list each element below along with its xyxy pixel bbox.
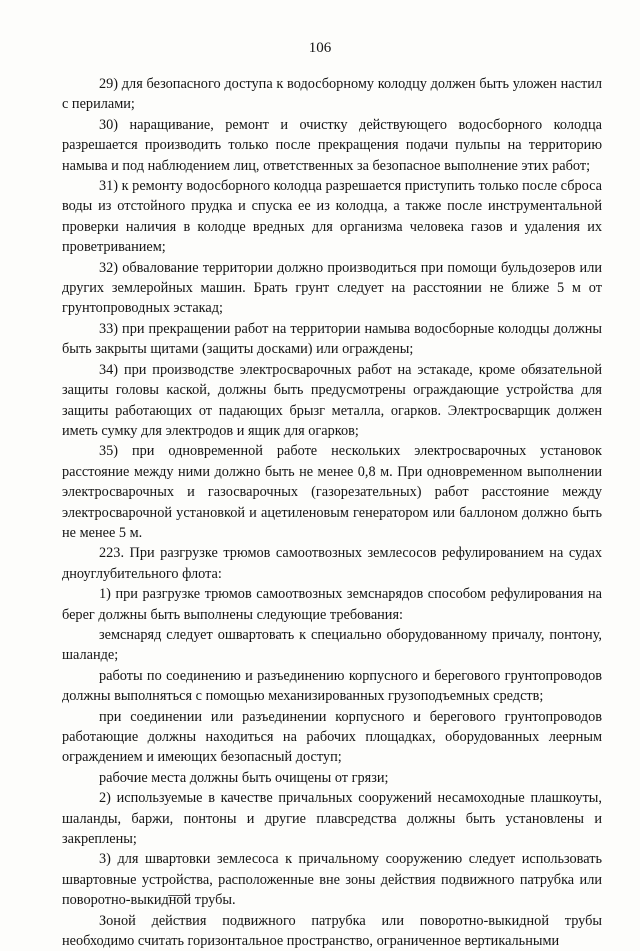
paragraph-item-31: 31) к ремонту водосборного колодца разрешается приступить только после сброса воды из отстойного прудка и спуска ее из колодца, а также после инструментальной проверки наличия в колодце вредных для организма человека газов и удаления их проветриванием;	[62, 178, 602, 256]
paragraph-item-32: 32) обвалование территории должно производиться при помощи бульдозеров или других землеройных машин. Брать грунт следует на расстоянии не ближе 5 м от грунтопроводных эстакад;	[62, 259, 602, 317]
paragraph-requirement-mooring: земснаряд следует ошвартовать к специально оборудованному причалу, понтону, шаланде;	[62, 626, 602, 664]
scan-mark	[168, 895, 190, 896]
paragraph-subitem-3: 3) для швартовки землесоса к причальному сооружению следует использовать швартовные устройства, расположенные вне зоны действия подвижного патрубка или поворотно-выкидной трубы.	[62, 851, 602, 909]
paragraph-item-30: 30) наращивание, ремонт и очистку действующего водосборного колодца разрешается производить только после прекращения подачи пульпы на территорию намыва и под наблюдением лиц, ответственных за безопасное выполнение этих работ;	[62, 116, 602, 174]
paragraph-requirement-connection: работы по соединению и разъединению корпусного и берегового грунтопроводов должны выполняться с помощью механизированных грузоподъемных средств;	[62, 667, 602, 705]
paragraph-section-223: 223. При разгрузке трюмов самоотвозных землесосов рефулированием на судах дноуглубительного флота:	[62, 545, 602, 582]
paragraph-subitem-1: 1) при разгрузке трюмов самоотвозных земснарядов способом рефулирования на берег должны быть выполнены следующие требования:	[62, 586, 602, 623]
paragraph-item-34: 34) при производстве электросварочных работ на эстакаде, кроме обязательной защиты головы каской, должны быть предусмотрены ограждающие устройства для защиты работающих от падающих брызг металла, огарков. Электросварщик должен иметь сумку для электродов и ящик для огарков;	[62, 361, 602, 439]
paragraph-item-29: 29) для безопасного доступа к водосборному колодцу должен быть уложен настил с перилами;	[62, 76, 602, 113]
paragraph-item-35: 35) при одновременной работе нескольких электросварочных установок расстояние между ними должно быть не менее 0,8 м. При одновременном выполнении электросварочных и газосварочных (газорезательных) работ расстояние между электросварочной установкой и ацетиленовым генератором или баллоном должно быть не менее 5 м.	[62, 443, 602, 541]
document-body	[62, 74, 602, 951]
page-number: 106	[308, 40, 332, 56]
paragraph-subitem-2: 2) используемые в качестве причальных сооружений несамоходные плашкоуты, шаланды, баржи, понтоны и другие плавсредства должны быть установлены и закреплены;	[62, 790, 602, 848]
paragraph-zone-definition: Зоной действия подвижного патрубка или поворотно-выкидной трубы необходимо считать горизонтальное пространство, ограниченное вертикальными	[62, 912, 602, 950]
paragraph-requirement-platforms: при соединении или разъединении корпусного и берегового грунтопроводов работающие должны находиться на рабочих площадках, оборудованных леерным ограждением и имеющих безопасный доступ;	[62, 708, 602, 766]
paragraph-item-33: 33) при прекращении работ на территории намыва водосборные колодцы должны быть закрыты щитами (защиты досками) или ограждены;	[62, 320, 602, 358]
paragraph-requirement-cleaning: рабочие места должны быть очищены от грязи;	[99, 769, 389, 786]
